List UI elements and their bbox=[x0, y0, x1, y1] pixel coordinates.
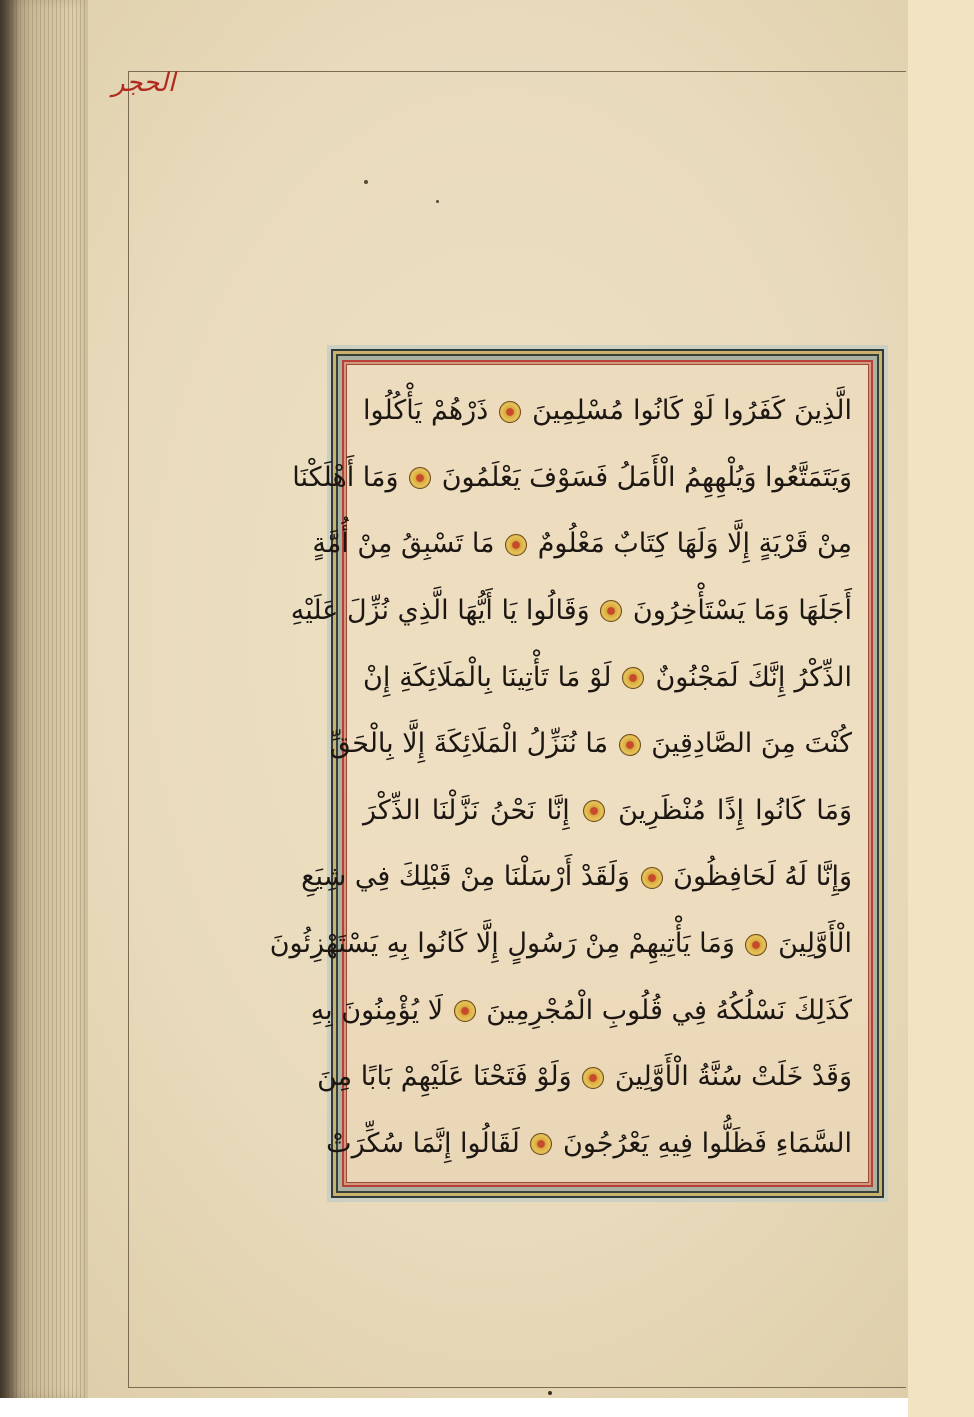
verse-text: مَا تَسْبِقُ مِنْ أُمَّةٍ bbox=[312, 528, 495, 560]
verse-end-marker-icon bbox=[409, 467, 431, 489]
verse-line bbox=[329, 716, 852, 772]
verse-text: لَوْ مَا تَأْتِينَا بِالْمَلَائِكَةِ إِنْ bbox=[363, 661, 612, 693]
verse-text: وَيَتَمَتَّعُوا وَيُلْهِهِمُ الْأَمَلُ فَسَوْفَ يَعْلَمُونَ bbox=[441, 461, 852, 493]
verse-text: لَا يُؤْمِنُونَ بِهِ bbox=[310, 994, 444, 1026]
verse-text: الَّذِينَ كَفَرُوا لَوْ كَانُوا مُسْلِمِينَ bbox=[532, 395, 852, 426]
verse-end-marker-icon bbox=[499, 401, 521, 423]
gold-frame bbox=[269, 349, 884, 1198]
verse-end-marker-icon bbox=[583, 800, 605, 822]
verse-text: لَقَالُوا إِنَّمَا سُكِّرَتْ bbox=[326, 1127, 520, 1159]
verse-line bbox=[269, 916, 852, 972]
verse-line bbox=[310, 983, 852, 1039]
ink-speck bbox=[364, 180, 368, 184]
verse-text: مَا نُنَزِّلُ الْمَلَائِكَةَ إِلَّا بِالْحَقِّ bbox=[329, 728, 609, 760]
verse-line bbox=[290, 583, 852, 639]
verse-end-marker-icon bbox=[641, 867, 663, 889]
verse-end-marker-icon bbox=[619, 734, 641, 756]
verse-text: كَذَلِكَ نَسْلُكُهُ فِي قُلُوبِ الْمُجْرِمِينَ bbox=[486, 994, 852, 1026]
verse-text: السَّمَاءِ فَظَلُّوا فِيهِ يَعْرُجُونَ bbox=[563, 1127, 852, 1159]
verse-text: كُنْتَ مِنَ الصَّادِقِينَ bbox=[651, 728, 852, 760]
verse-text: وَقَدْ خَلَتْ سُنَّةُ الْأَوَّلِينَ bbox=[614, 1061, 852, 1093]
verse-text: وَقَالُوا يَا أَيُّهَا الَّذِي نُزِّلَ عَلَيْهِ bbox=[290, 594, 590, 626]
verse-end-marker-icon bbox=[454, 1000, 476, 1022]
ink-speck bbox=[548, 1391, 552, 1395]
verse-text: وَإِنَّا لَهُ لَحَافِظُونَ bbox=[673, 861, 852, 893]
verse-text: ذَرْهُمْ يَأْكُلُوا bbox=[363, 395, 489, 426]
verse-text: وَمَا يَأْتِيهِمْ مِنْ رَسُولٍ إِلَّا كَانُوا بِهِ يَسْتَهْزِئُونَ bbox=[269, 928, 735, 959]
verse-end-marker-icon bbox=[530, 1133, 552, 1155]
verse-line bbox=[363, 783, 852, 839]
verse-text: وَمَا أَهْلَكْنَا bbox=[292, 461, 399, 493]
verse-text: أَجَلَهَا وَمَا يَسْتَأْخِرُونَ bbox=[632, 594, 852, 626]
verse-text: الْأَوَّلِينَ bbox=[778, 928, 852, 959]
text-panel bbox=[269, 345, 888, 1202]
scan-background bbox=[908, 0, 974, 1417]
red-frame bbox=[269, 360, 873, 1187]
ink-speck bbox=[436, 200, 439, 203]
green-frame bbox=[269, 354, 879, 1193]
verse-line bbox=[301, 849, 852, 905]
verse-text: وَلَوْ فَتَحْنَا عَلَيْهِمْ بَابًا مِنَ bbox=[317, 1061, 572, 1093]
verse-end-marker-icon bbox=[745, 934, 767, 956]
verse-text: الذِّكْرُ إِنَّكَ لَمَجْنُونٌ bbox=[655, 661, 852, 693]
page-edges bbox=[0, 0, 88, 1398]
text-block bbox=[269, 364, 869, 1183]
verse-line bbox=[312, 516, 852, 572]
catchword: الحجر bbox=[112, 68, 176, 98]
verse-end-marker-icon bbox=[600, 600, 622, 622]
verse-text: مِنْ قَرْيَةٍ إِلَّا وَلَهَا كِتَابٌ مَعْلُومٌ bbox=[537, 528, 852, 560]
verse-line bbox=[292, 450, 852, 506]
verse-text: إِنَّا نَحْنُ نَزَّلْنَا الذِّكْرَ bbox=[363, 794, 570, 826]
verse-line bbox=[363, 650, 852, 706]
verse-line bbox=[317, 1049, 852, 1105]
verse-text: وَمَا كَانُوا إِذًا مُنْظَرِينَ bbox=[618, 794, 852, 826]
verse-line bbox=[363, 383, 852, 439]
verse-text: وَلَقَدْ أَرْسَلْنَا مِنْ قَبْلِكَ فِي شِيَعِ bbox=[301, 861, 630, 893]
verse-line bbox=[326, 1116, 852, 1172]
verse-end-marker-icon bbox=[582, 1067, 604, 1089]
verse-end-marker-icon bbox=[622, 667, 644, 689]
verse-end-marker-icon bbox=[505, 534, 527, 556]
scan-background bbox=[0, 1398, 908, 1417]
